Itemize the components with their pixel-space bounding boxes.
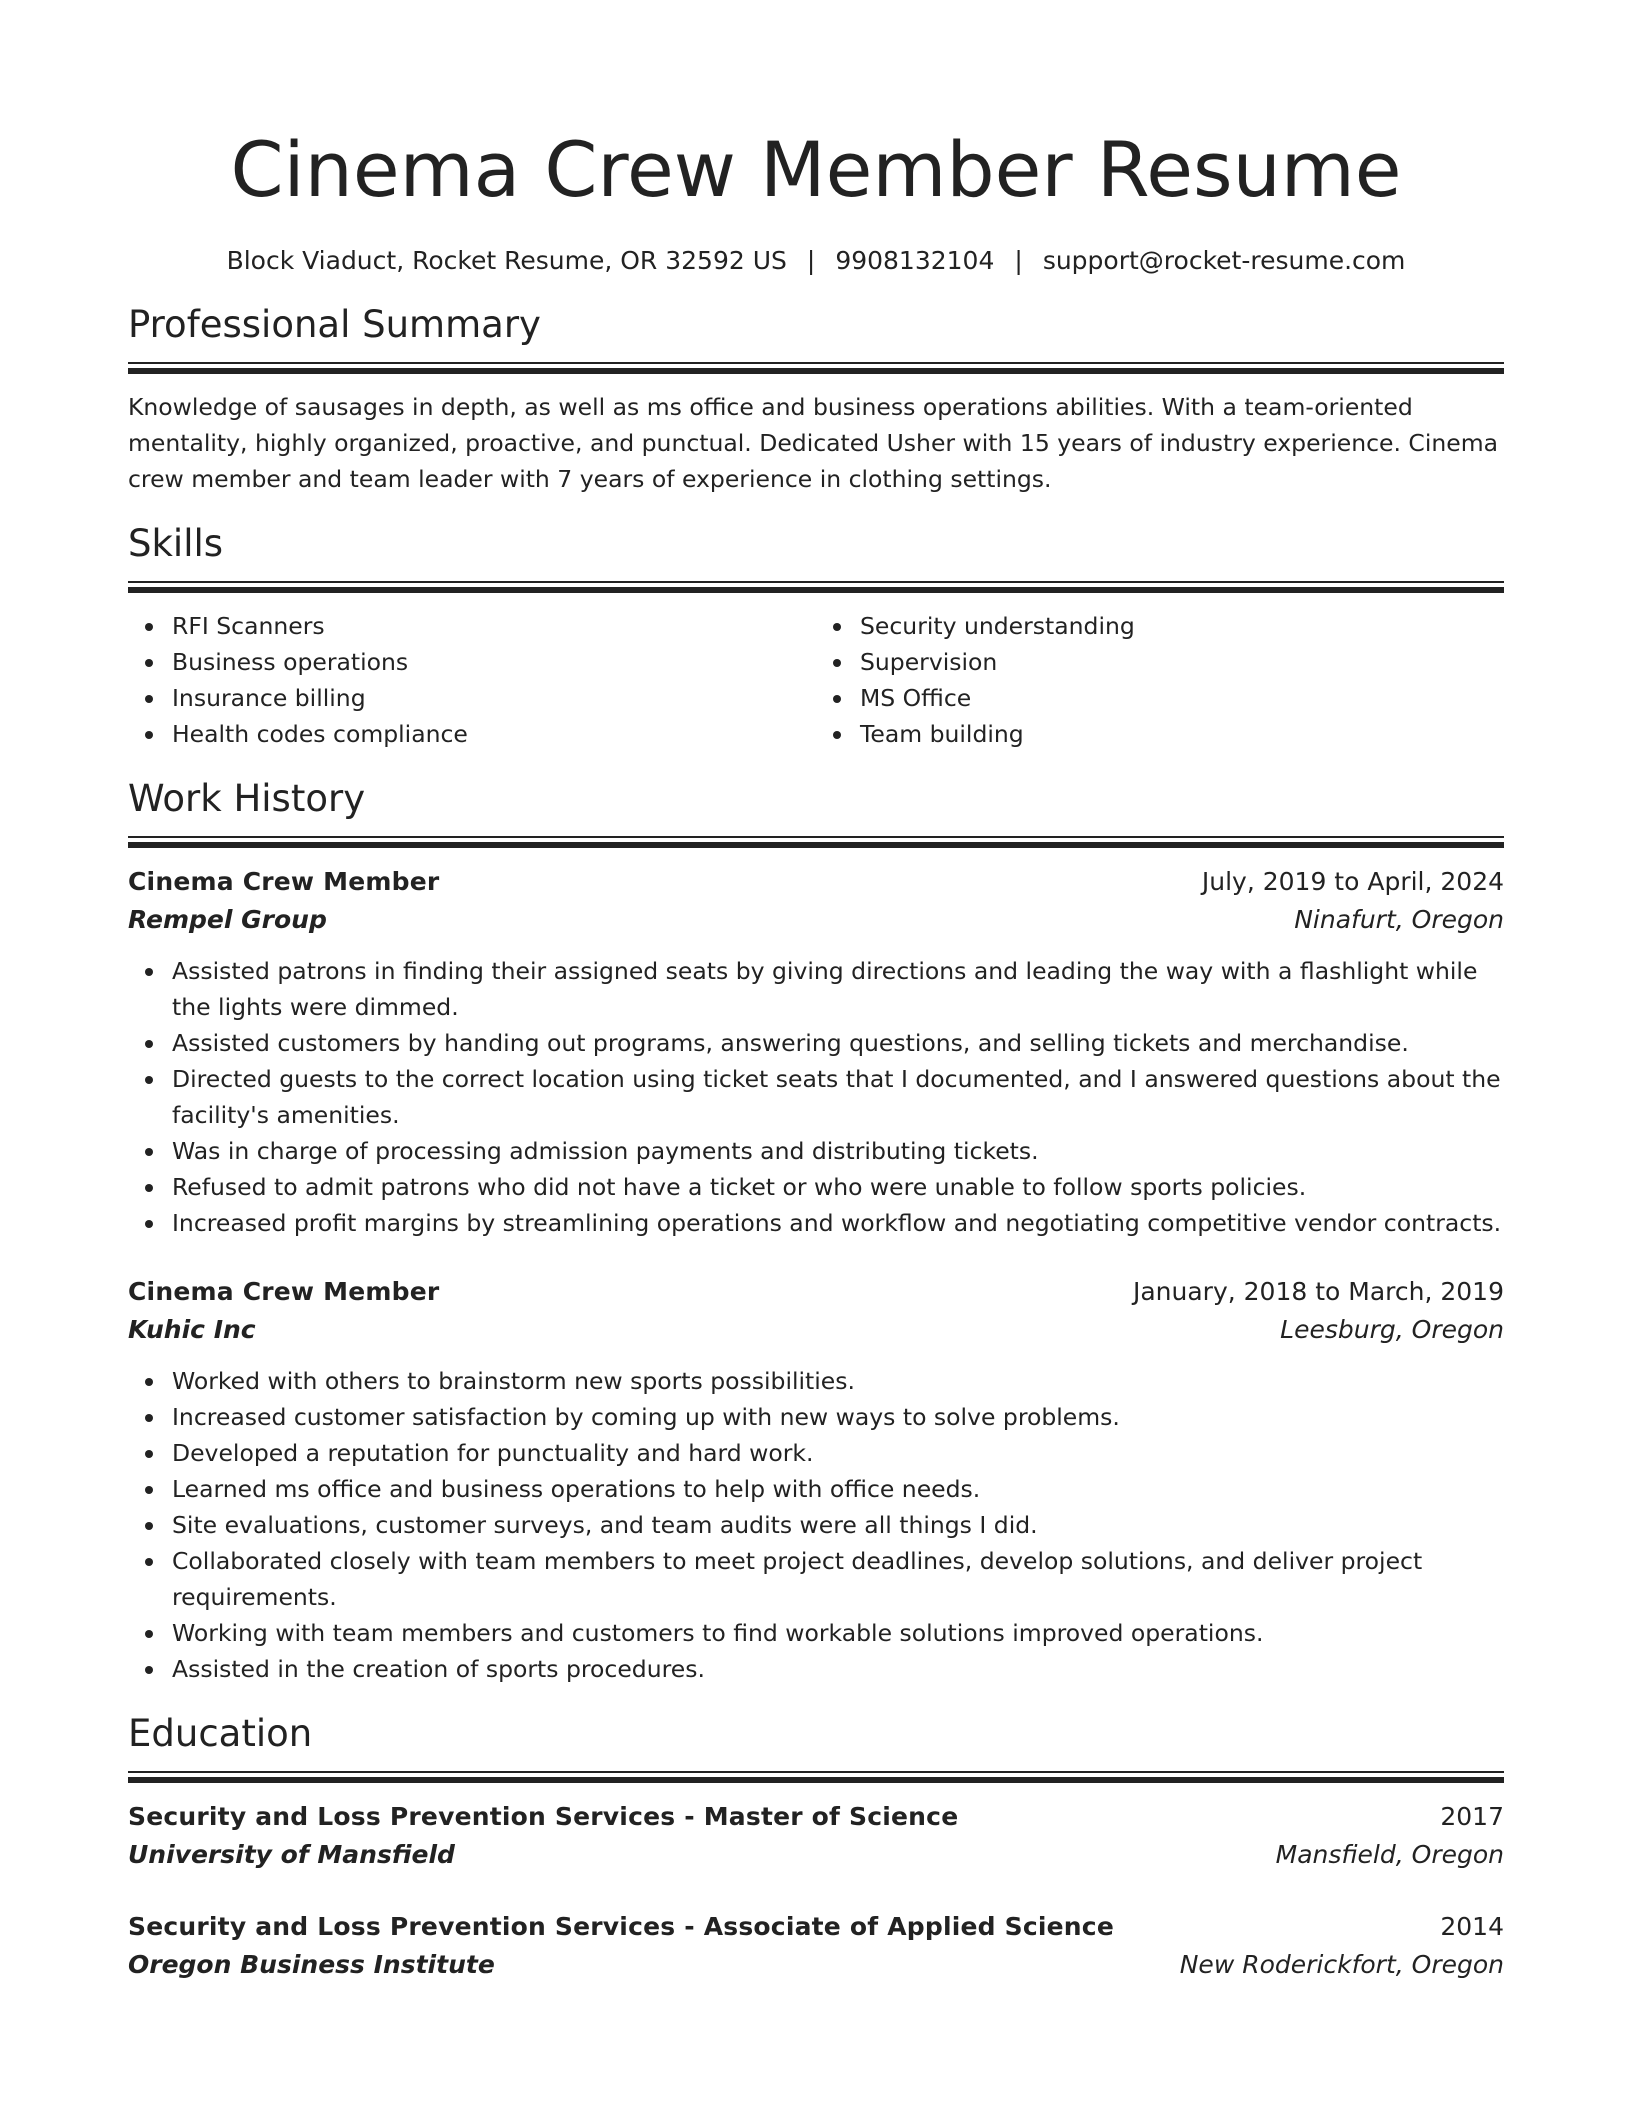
contact-phone: 9908132104 <box>835 246 995 275</box>
education-entry <box>128 1798 1504 1874</box>
job-entry <box>128 1273 1504 1687</box>
job-bullet: Refused to admit patrons who did not have a ticket or who were unable to follow sports policies. <box>172 1169 1504 1205</box>
school-name: Oregon Business Institute <box>128 1950 495 1979</box>
job-bullet: Directed guests to the correct location using ticket seats that I documented, and I answered questions about the facility's amenities. <box>172 1061 1504 1133</box>
job-company: Kuhic Inc <box>128 1315 256 1344</box>
school-location: Mansfield, Oregon <box>1275 1840 1504 1869</box>
job-bullet: Learned ms office and business operations to help with office needs. <box>172 1471 1504 1507</box>
job-bullet: Increased customer satisfaction by coming up with new ways to solve problems. <box>172 1399 1504 1435</box>
section-title-work: Work History <box>128 777 366 820</box>
contact-line <box>128 244 1504 278</box>
job-bullet: Assisted in the creation of sports procedures. <box>172 1651 1504 1687</box>
job-dates: January, 2018 to March, 2019 <box>1132 1277 1504 1306</box>
degree-year: 2017 <box>1440 1802 1504 1831</box>
contact-address: Block Viaduct, Rocket Resume, OR 32592 US <box>226 246 787 275</box>
job-bullets <box>128 1363 1504 1687</box>
job-bullet: Developed a reputation for punctuality and hard work. <box>172 1435 1504 1471</box>
job-bullet: Collaborated closely with team members to meet project deadlines, develop solutions, and deliver project requirements. <box>172 1543 1504 1615</box>
skill-item: Security understanding <box>860 608 1504 644</box>
skills-list-left <box>128 608 816 752</box>
school-location: New Roderickfort, Oregon <box>1179 1950 1504 1979</box>
contact-email: support@rocket-resume.com <box>1042 246 1406 275</box>
job-title: Cinema Crew Member <box>128 1277 440 1306</box>
skill-item: Supervision <box>860 644 1504 680</box>
section-divider <box>128 1771 1504 1784</box>
skills-list-right <box>816 608 1504 752</box>
summary-text: Knowledge of sausages in depth, as well as ms office and business operations abilities. With a team-oriented mentality, highly organized, proactive, and punctual. Dedicated Usher with 15 years of industry experience. Cinema crew member and team leader with 7 years of experience in clothing settings. <box>128 393 1498 493</box>
education-entry <box>128 1908 1504 1984</box>
job-dates: July, 2019 to April, 2024 <box>1201 867 1504 896</box>
school-name: University of Mansfield <box>128 1840 455 1869</box>
section-divider <box>128 362 1504 375</box>
section-title-education: Education <box>128 1712 313 1755</box>
contact-separator: | <box>1014 246 1023 275</box>
section-divider <box>128 836 1504 849</box>
skill-item: Insurance billing <box>172 680 816 716</box>
skills-columns <box>128 608 1504 752</box>
job-bullet: Increased profit margins by streamlining operations and workflow and negotiating competitive vendor contracts. <box>172 1205 1504 1241</box>
degree-title: Security and Loss Prevention Services - Master of Science <box>128 1802 959 1831</box>
section-title-summary: Professional Summary <box>128 303 541 346</box>
job-bullet: Working with team members and customers to find workable solutions improved operations. <box>172 1615 1504 1651</box>
education-section <box>128 1709 1504 1984</box>
skill-item: Health codes compliance <box>172 716 816 752</box>
skill-item: Team building <box>860 716 1504 752</box>
skill-item: MS Office <box>860 680 1504 716</box>
resume-title: Cinema Crew Member Resume <box>230 125 1402 214</box>
skills-section <box>128 519 1504 752</box>
job-company: Rempel Group <box>128 905 327 934</box>
job-title: Cinema Crew Member <box>128 867 440 896</box>
job-bullet: Worked with others to brainstorm new sports possibilities. <box>172 1363 1504 1399</box>
degree-year: 2014 <box>1440 1912 1504 1941</box>
job-bullets <box>128 953 1504 1241</box>
work-section <box>128 774 1504 1687</box>
job-bullet: Was in charge of processing admission payments and distributing tickets. <box>172 1133 1504 1169</box>
skill-item: RFI Scanners <box>172 608 816 644</box>
section-divider <box>128 581 1504 594</box>
degree-title: Security and Loss Prevention Services - Associate of Applied Science <box>128 1912 1114 1941</box>
summary-section <box>128 300 1504 497</box>
job-bullet: Assisted customers by handing out programs, answering questions, and selling tickets and merchandise. <box>172 1025 1504 1061</box>
contact-separator: | <box>806 246 816 275</box>
section-title-skills: Skills <box>128 522 224 565</box>
job-bullet: Site evaluations, customer surveys, and team audits were all things I did. <box>172 1507 1504 1543</box>
skill-item: Business operations <box>172 644 816 680</box>
job-location: Ninafurt, Oregon <box>1294 905 1504 934</box>
job-bullet: Assisted patrons in finding their assigned seats by giving directions and leading the way with a flashlight while the lights were dimmed. <box>172 953 1504 1025</box>
job-location: Leesburg, Oregon <box>1280 1315 1504 1344</box>
job-entry <box>128 863 1504 1241</box>
